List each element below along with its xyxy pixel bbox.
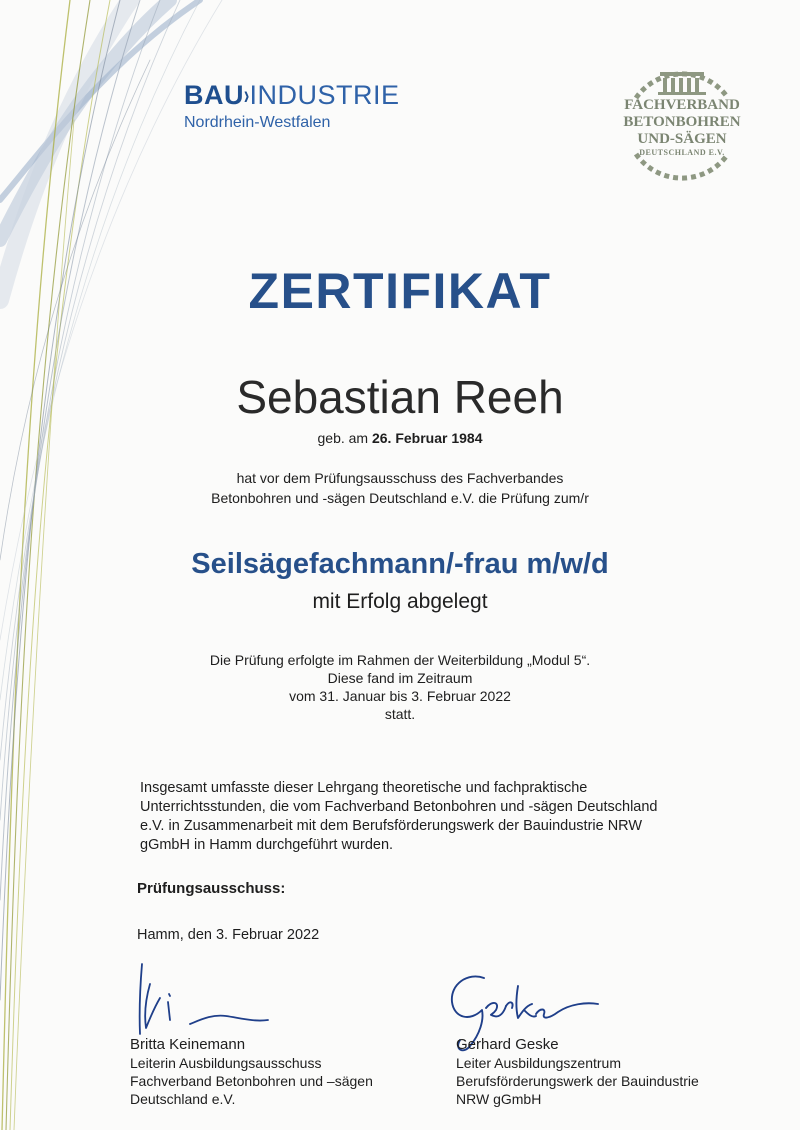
info-line-2: Diese fand im Zeitraum xyxy=(327,670,473,686)
intro-text xyxy=(0,468,800,508)
signer-block-1 xyxy=(130,1036,373,1108)
dob-prefix: geb. am xyxy=(317,430,369,446)
signer-1-role: Leiterin Ausbildungsausschuss xyxy=(130,1055,322,1071)
dob-date: 26. Februar 1984 xyxy=(371,430,483,446)
seal-line-4: DEUTSCHLAND E.V. xyxy=(639,148,725,157)
paragraph-line-1: Insgesamt umfasste dieser Lehrgang theoretische und fachpraktische xyxy=(140,780,588,796)
intro-line-1: hat vor dem Prüfungsausschuss des Fachverbandes xyxy=(236,470,564,486)
signer-2-org-line-2: NRW gGmbH xyxy=(456,1091,542,1107)
logo-subline: Nordrhein-Westfalen xyxy=(184,114,331,131)
seal-line-2: BETONBOHREN xyxy=(623,114,741,130)
info-line-1: Die Prüfung erfolgte im Rahmen der Weiterbildung „Modul 5“. xyxy=(209,652,591,668)
logo-bau-text: BAU xyxy=(184,80,244,110)
signer-1-name: Britta Keinemann xyxy=(130,1036,246,1053)
intro-line-2: Betonbohren und -sägen Deutschland e.V. die Prüfung zum/r xyxy=(211,490,589,506)
info-line-3: vom 31. Januar bis 3. Februar 2022 xyxy=(289,688,511,704)
recipient-name: Sebastian Reeh xyxy=(236,371,564,423)
signer-block-2 xyxy=(456,1036,699,1108)
course-description xyxy=(140,779,760,855)
committee-label: Prüfungsausschuss: xyxy=(137,880,286,897)
date-of-birth xyxy=(0,430,800,446)
logo-chevron: › xyxy=(243,80,250,110)
signer-2-org-line-1: Berufsförderungswerk der Bauindustrie xyxy=(456,1073,699,1089)
paragraph-line-3: e.V. in Zusammenarbeit mit dem Berufsförderungswerk der Bauindustrie NRW xyxy=(140,818,643,834)
info-line-4: statt. xyxy=(384,706,416,722)
signer-2-name: Gerhard Geske xyxy=(456,1036,559,1053)
qualification-title: Seilsägefachmann/-frau m/w/d xyxy=(191,548,609,580)
fachverband-seal xyxy=(614,58,750,186)
exam-info xyxy=(0,651,800,723)
certificate-title: ZERTIFIKAT xyxy=(248,263,552,319)
signature-keinemann xyxy=(130,958,280,1038)
passed-text: mit Erfolg abgelegt xyxy=(312,590,488,613)
signer-1-org-line-2: Deutschland e.V. xyxy=(130,1091,236,1107)
seal-line-1: FACHVERBAND xyxy=(624,97,740,113)
logo-industrie-text: INDUSTRIE xyxy=(249,80,400,110)
paragraph-line-2: Unterrichtsstunden, die vom Fachverband Betonbohren und -sägen Deutschland xyxy=(140,799,658,815)
place-date: Hamm, den 3. Februar 2022 xyxy=(137,927,320,943)
bauindustrie-logo xyxy=(184,80,400,134)
signer-1-org-line-1: Fachverband Betonbohren und –sägen xyxy=(130,1073,373,1089)
seal-line-3: UND-SÄGEN xyxy=(637,131,727,147)
paragraph-line-4: gGmbH in Hamm durchgeführt wurden. xyxy=(140,837,394,853)
signer-2-role: Leiter Ausbildungszentrum xyxy=(456,1055,621,1071)
